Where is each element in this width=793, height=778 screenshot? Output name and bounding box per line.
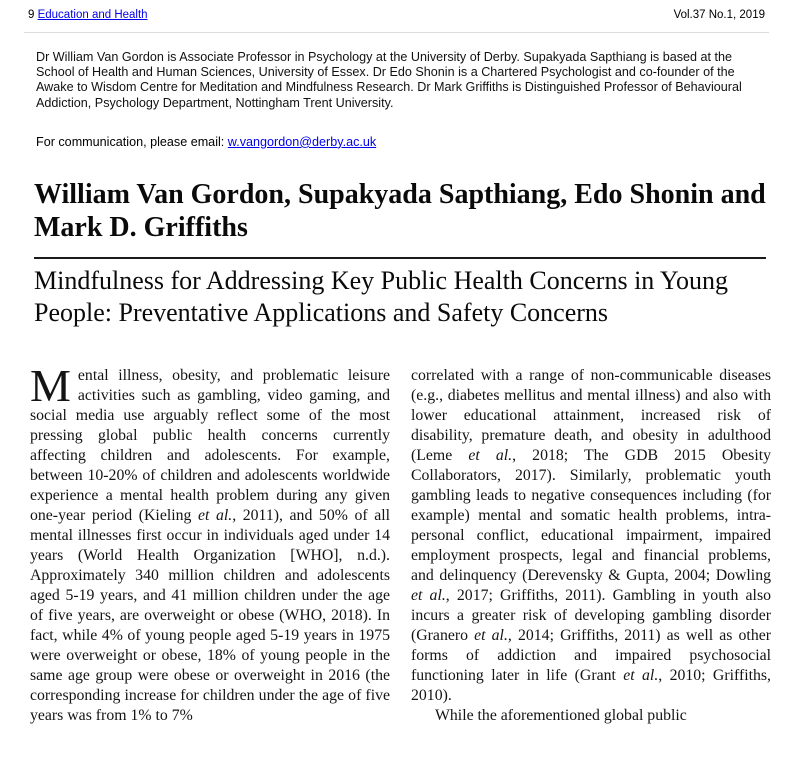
page-header bbox=[0, 0, 793, 22]
contact-text: For communication, please email: bbox=[36, 134, 228, 149]
body-columns bbox=[30, 366, 771, 759]
body-paragraph: While the aforementioned global public bbox=[435, 706, 687, 724]
authors-heading: William Van Gordon, Supakyada Sapthiang, Edo Shonin and Mark D. Griffiths bbox=[34, 178, 766, 243]
journal-title-link[interactable]: Education and Health bbox=[37, 9, 148, 21]
author-bio: Dr William Van Gordon is Associate Professor in Psychology at the University of Derby. Supakyada Sapthiang is based at the School of Health and Human Sciences, University of Essex. Dr Edo Shonin is a Chartered Psychologist and co-founder of the Awake to Wisdom Centre for Meditation and Mindfulness Research. Dr Mark Griffiths is Distinguished Professor of Behavioural Addiction, Psychology Department, Nottingham Trent University. bbox=[36, 50, 742, 110]
top-divider bbox=[24, 32, 769, 33]
body-paragraph: correlated with a range of non-communicable diseases (e.g., diabetes mellitus and mental illness) and also with lower educational attainment, increased risk of disability, premature death, and obesity in adulthood (Leme et al., 2018; The GDB 2015 Obesity Collaborators, 2017). Similarly, problematic youth gambling leads to negative consequences including (for example) mental and somatic health problems, intra-personal conflict, educational impairment, impaired employment prospects, legal and financial problems, and delinquency (Derevensky & Gupta, 2004; Dowling et al., 2017; Griffiths, 2011). Gambling in youth also incurs a greater risk of developing gambling disorder (Granero et al., 2014; Griffiths, 2011) as well as other forms of addiction and impaired psychosocial functioning later in life (Grant et al., 2010; Griffiths, 2010). bbox=[411, 366, 771, 704]
heading-rule bbox=[34, 257, 766, 259]
page-number: 9 bbox=[28, 9, 38, 21]
left-column bbox=[30, 366, 390, 759]
article-title: Mindfulness for Addressing Key Public Health Concerns in Young People: Preventative Applications and Safety Concerns bbox=[34, 265, 729, 328]
right-column bbox=[411, 366, 771, 759]
body-paragraph bbox=[30, 366, 390, 726]
header-left bbox=[28, 9, 148, 22]
contact-email-link[interactable]: w.vangordon@derby.ac.uk bbox=[227, 134, 377, 149]
contact-line bbox=[36, 135, 763, 150]
drop-cap: M bbox=[30, 365, 71, 411]
issue-label: Vol.37 No.1, 2019 bbox=[673, 9, 765, 21]
paragraph-text: ental illness, obesity, and problematic leisure activities such as gambling, video gaming, and social media use arguably reflect some of the most pressing global public health concerns currently affecting children and adolescents. For example, between 10-20% of children and adolescents worldwide experience a mental health problem during any given one-year period (Kieling et al., 2011), and 50% of all mental illnesses first occur in individuals aged under 14 years (World Health Organization [WHO], n.d.). Approximately 340 million children and adolescents aged 5-19 years, and 41 million children under the age of five years, are overweight or obese (WHO, 2018). In fact, while 4% of young people aged 5-19 years in 1975 were overweight or obese, 18% of young people in the same age group were obese or overweight in 2016 (the corresponding increase for children under the age of five years was from 1% to 7% bbox=[30, 366, 390, 724]
